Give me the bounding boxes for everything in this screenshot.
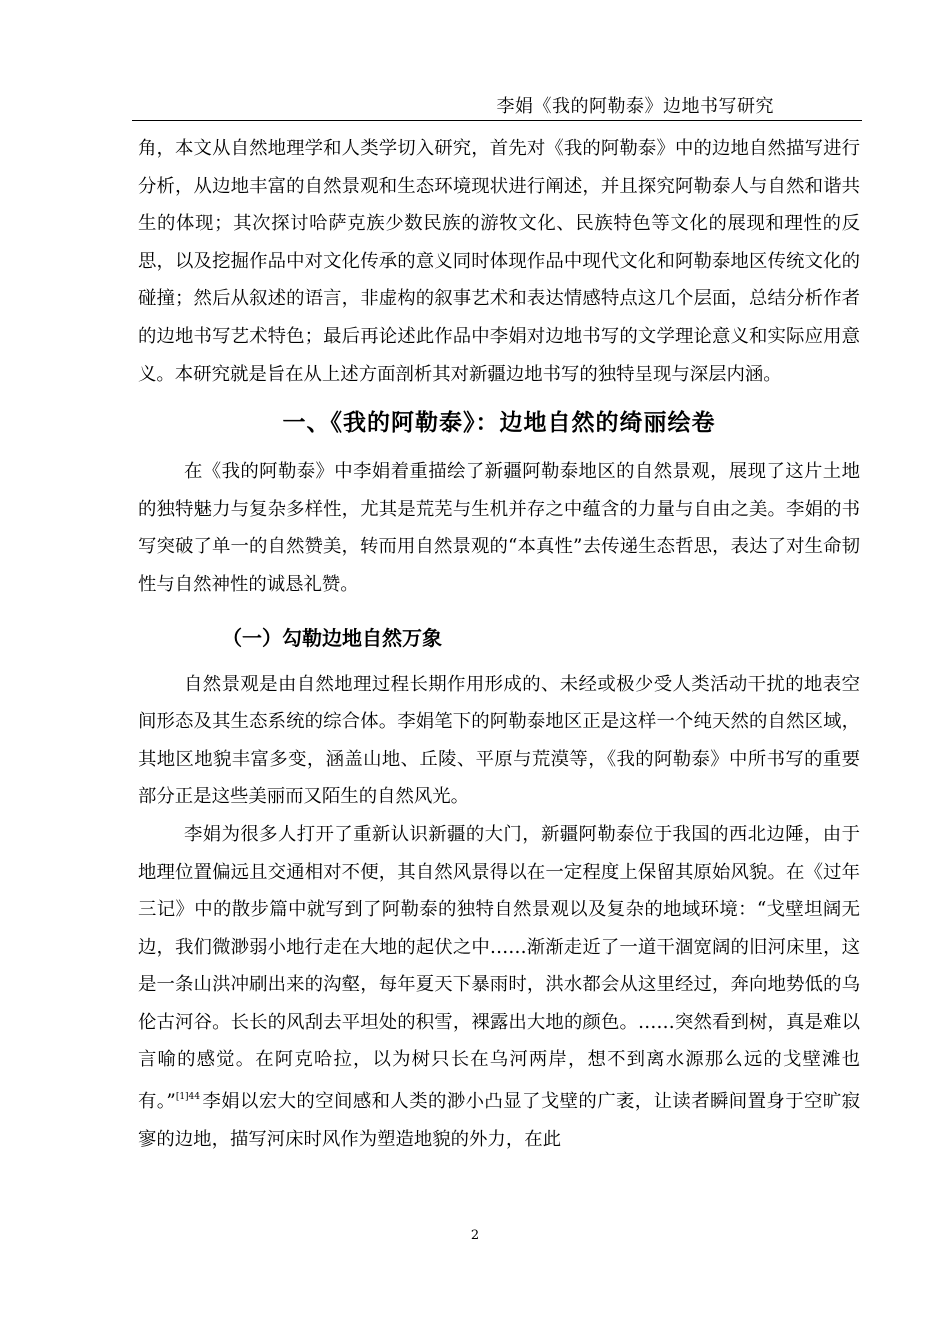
page-body [138,130,860,1158]
subsection-heading: （一）勾勒边地自然万象 [222,625,442,650]
header-title: 李娟《我的阿勒泰》边地书写研究 [496,96,774,117]
body-paragraph-2 [138,816,860,1158]
body-paragraph-2-text: 李娟为很多人打开了重新认识新疆的大门，新疆阿勒泰位于我国的西北边陲，由于地理位置偏远且交通相对不便，其自然风景得以在一定程度上保留其原始风貌。在《过年三记》中的散步篇中就写到了阿勒泰的独特自然景观以及复杂的地域环境：“戈壁坦阔无边，我们微渺弱小地行走在大地的起伏之中……渐渐走近了一道干涸宽阔的旧河床里，这是一条山洪冲刷出来的沟壑，每年夏天下暴雨时，洪水都会从这里经过，奔向地势低的乌伦古河谷。长长的风刮去平坦处的积雪，裸露出大地的颜色。……突然看到树，真是难以言喻的感觉。在阿克哈拉，以为树只长在乌河两岸，想不到离水源那么远的戈壁滩也有。” [138,823,860,1113]
page-number: 2 [470,1228,480,1243]
section-intro-paragraph: 在《我的阿勒泰》中李娟着重描绘了新疆阿勒泰地区的自然景观，展现了这片土地的独特魅力与复杂多样性，尤其是荒芜与生机并存之中蕴含的力量与自由之美。李娟的书写突破了单一的自然赞美，转而用自然景观的“本真性”去传递生态哲思，表达了对生命韧性与自然神性的诚恳礼赞。 [138,461,860,595]
body-paragraph-2-continuation: 李娟以宏大的空间感和人类的渺小凸显了戈壁的广袤，让读者瞬间置身于空旷寂寥的边地，描写河床时风作为塑造地貌的外力，在此 [138,1091,860,1150]
body-paragraph-1: 自然景观是由自然地理过程长期作用形成的、未经或极少受人类活动干扰的地表空间形态及其生态系统的综合体。李娟笔下的阿勒泰地区正是这样一个纯天然的自然区域，其地区地貌丰富多变，涵盖山地、丘陵、平原与荒漠等，《我的阿勒泰》中所书写的重要部分正是这些美丽而又陌生的自然风光。 [138,673,860,808]
intro-paragraph: 角，本文从自然地理学和人类学切入研究，首先对《我的阿勒泰》中的边地自然描写进行分析，从边地丰富的自然景观和生态环境现状进行阐述，并且探究阿勒泰人与自然和谐共生的体现；其次探讨哈萨克族少数民族的游牧文化、民族特色等文化的展现和理性的反思，以及挖掘作品中对文化传承的意义同时体现作品中现代文化和阿勒泰地区传统文化的碰撞；然后从叙述的语言，非虚构的叙事艺术和表达情感特点这几个层面，总结分析作者的边地书写艺术特色；最后再论述此作品中李娟对边地书写的文学理论意义和实际应用意义。本研究就是旨在从上述方面剖析其对新疆边地书写的独特呈现与深层内涵。 [138,138,860,385]
section-heading: 一、《我的阿勒泰》：边地自然的绮丽绘卷 [282,410,716,437]
page-header [132,86,862,121]
citation-marker: [1]44 [175,1092,201,1103]
